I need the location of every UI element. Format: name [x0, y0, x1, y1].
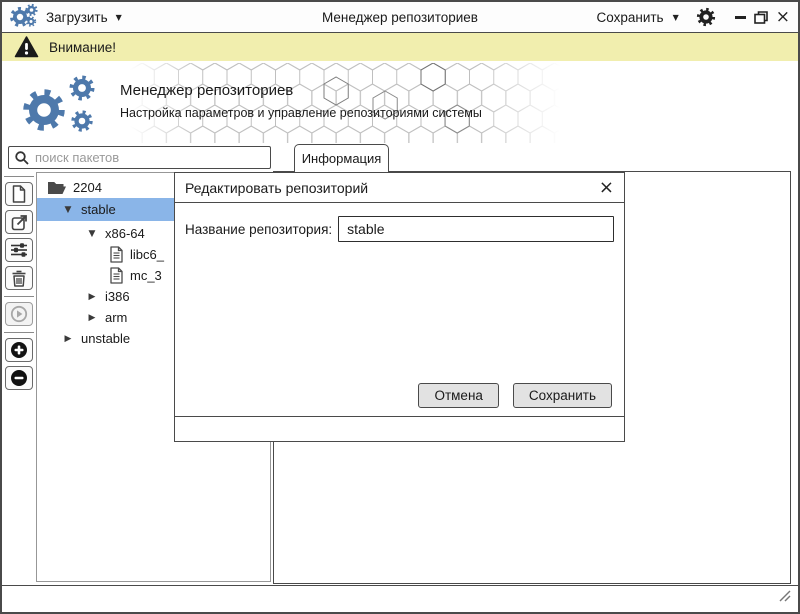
- folder-open-icon: [47, 180, 67, 195]
- toolbar-divider: [4, 332, 34, 333]
- dialog-body: [175, 203, 624, 416]
- page-subtitle: Настройка параметров и управление репозиториями системы: [120, 106, 482, 120]
- remove-button[interactable]: [5, 366, 33, 390]
- delete-button[interactable]: [5, 266, 33, 290]
- play-icon: [10, 305, 28, 323]
- external-link-icon: [11, 214, 28, 231]
- repository-name-label: Название репозитория:: [185, 221, 333, 237]
- chevron-right-icon[interactable]: ▶: [88, 291, 96, 302]
- minus-circle-icon: [10, 369, 28, 387]
- file-icon: [109, 246, 124, 263]
- tree-node-label: x86-64: [105, 226, 145, 241]
- tab-information[interactable]: [294, 144, 389, 172]
- tree-node-label: unstable: [81, 331, 131, 346]
- tree-node-label: i386: [105, 289, 130, 304]
- save-dropdown-icon[interactable]: ▼: [672, 12, 679, 22]
- chevron-down-icon[interactable]: ▼: [64, 204, 72, 215]
- sliders-icon: [10, 242, 28, 258]
- new-document-icon: [11, 185, 27, 203]
- page-title: Менеджер репозиториев: [120, 82, 294, 99]
- search-wrap: [8, 146, 271, 169]
- dialog-close-icon[interactable]: ×: [598, 176, 614, 198]
- chevron-right-icon[interactable]: ▶: [64, 333, 72, 344]
- new-file-button[interactable]: [5, 182, 33, 206]
- edit-repository-dialog: [174, 172, 625, 442]
- toolbar-divider: [4, 176, 34, 177]
- side-toolbar: [3, 173, 35, 393]
- close-icon[interactable]: ×: [775, 7, 790, 27]
- trash-icon: [11, 269, 27, 287]
- export-button[interactable]: [5, 210, 33, 234]
- toolbar-divider: [4, 296, 34, 297]
- tree-node-label: 2204: [73, 180, 102, 195]
- warning-triangle-icon: [14, 36, 39, 58]
- chevron-right-icon[interactable]: ▶: [88, 312, 96, 323]
- dialog-titlebar: [175, 173, 624, 203]
- dialog-footer: [175, 416, 624, 441]
- save-button[interactable]: Сохранить: [513, 383, 612, 408]
- window-title: Менеджер репозиториев: [322, 9, 478, 25]
- tab-label: Информация: [301, 151, 382, 166]
- search-icon: [14, 150, 30, 171]
- header: [2, 61, 798, 145]
- titlebar: [2, 2, 798, 33]
- repository-name-input[interactable]: [338, 216, 614, 242]
- file-icon: [109, 267, 124, 284]
- load-dropdown-icon[interactable]: ▼: [115, 12, 122, 22]
- run-button[interactable]: [5, 302, 33, 326]
- tree-node-label: arm: [105, 310, 128, 325]
- tree-node-label: stable: [81, 202, 116, 217]
- maximize-icon[interactable]: [754, 11, 768, 24]
- filters-button[interactable]: [5, 238, 33, 262]
- plus-circle-icon: [10, 341, 28, 359]
- add-button[interactable]: [5, 338, 33, 362]
- search-input[interactable]: [8, 146, 271, 169]
- cancel-button[interactable]: Отмена: [418, 383, 498, 408]
- settings-gear-icon[interactable]: [696, 7, 716, 27]
- minimize-icon[interactable]: [735, 16, 746, 19]
- dialog-title: Редактировать репозиторий: [185, 179, 369, 196]
- save-menu[interactable]: Сохранить: [596, 9, 664, 25]
- load-menu[interactable]: Загрузить: [46, 9, 108, 25]
- warning-text: Внимание!: [49, 39, 117, 55]
- warning-banner: [2, 33, 798, 61]
- tree-node-label: mc_3: [130, 268, 162, 283]
- app-logo-gears-icon: [22, 68, 112, 143]
- statusbar: [2, 585, 798, 612]
- chevron-down-icon[interactable]: ▼: [88, 228, 96, 239]
- tree-node-label: libc6_: [130, 247, 164, 262]
- app-gears-icon: [10, 3, 38, 32]
- resize-grip[interactable]: [777, 588, 792, 608]
